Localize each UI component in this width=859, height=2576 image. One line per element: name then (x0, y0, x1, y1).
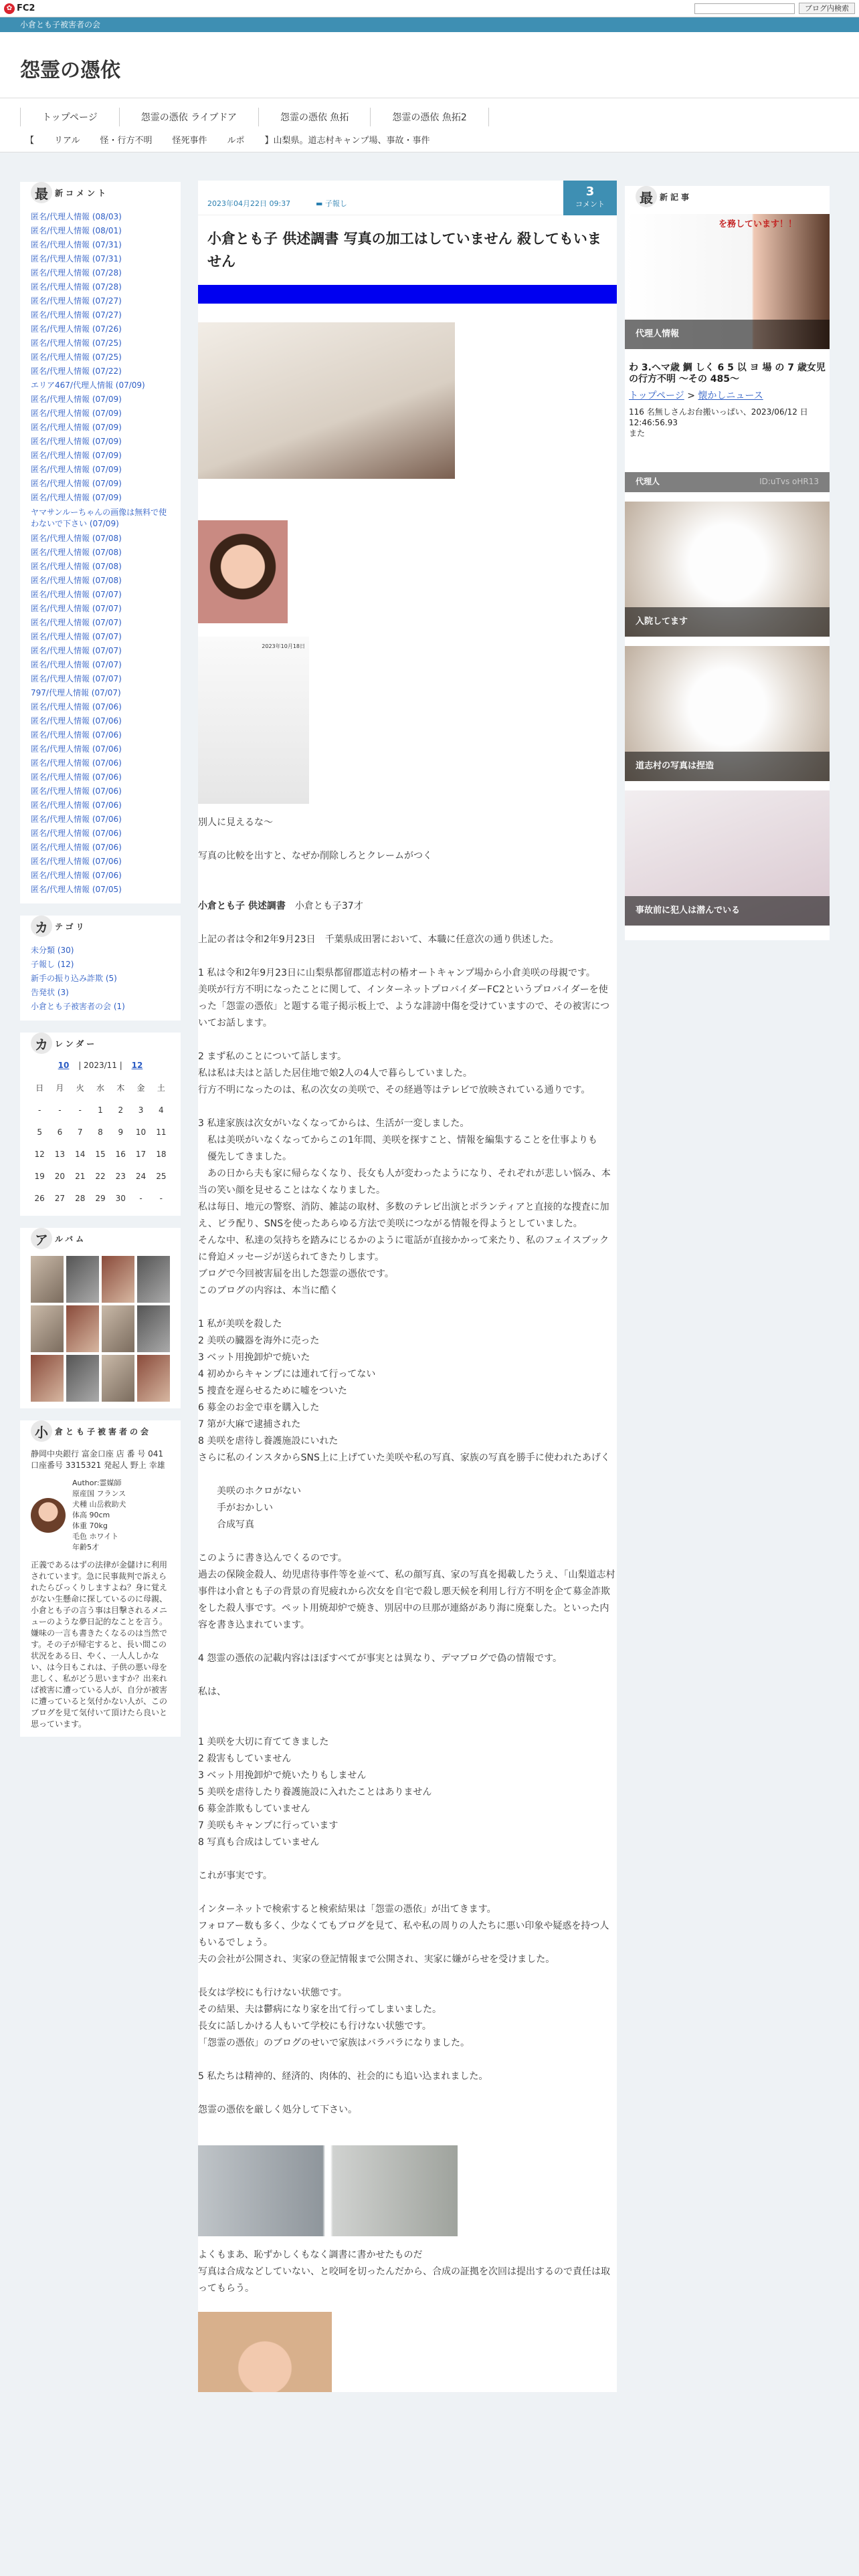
girl-photo-1 (198, 520, 288, 623)
calendar-day: 6 (57, 1127, 63, 1137)
widget-title: カ テゴリ (31, 916, 181, 937)
comments-count-badge[interactable]: 3 コメント (563, 181, 617, 215)
article-line: 「怨霊の憑依」のブログのせいで家族はバラバラになりました。 (198, 2038, 470, 2048)
recent-comment-link[interactable]: 匿名/代理人情報 (07/28) (31, 268, 122, 278)
article-line: 2 まず私のことについて話します。 (198, 1051, 347, 1062)
recent-comment-link[interactable]: 匿名/代理人情報 (07/06) (31, 716, 122, 726)
recent-comment-link[interactable]: 匿名/代理人情報 (07/08) (31, 576, 122, 585)
article-line: その結果、夫は鬱病になり家を出て行ってしまいました。 (198, 2004, 442, 2015)
category-link[interactable]: 小倉とも子被害者の会 (1) (31, 1002, 125, 1011)
article-line: 私は美咲がいなくなってからこの1年間、美咲を探すこと、情報を編集することを仕事よりも (198, 1135, 597, 1146)
recent-comment-link[interactable]: 匿名/代理人情報 (07/06) (31, 744, 122, 754)
recent-comment-link[interactable]: 匿名/代理人情報 (07/27) (31, 296, 122, 306)
calendar-day: 10 (135, 1127, 147, 1137)
recent-article-accident[interactable]: 事故前に犯人は潜んでいる (625, 790, 830, 926)
calendar-day: 15 (95, 1149, 106, 1159)
calendar-day: 9 (118, 1127, 124, 1137)
recent-comment-link[interactable]: 匿名/代理人情報 (07/06) (31, 815, 122, 824)
article-line: 6 募金詐欺もしていません (198, 1804, 310, 1814)
recent-comments-list (20, 210, 181, 897)
recent-comment-link[interactable]: 匿名/代理人情報 (07/07) (31, 646, 122, 655)
album-thumb[interactable] (102, 1355, 134, 1402)
profile-lines (72, 1478, 126, 1553)
nav-tag-real[interactable]: リアル (54, 136, 80, 146)
recent-comment-link[interactable]: 匿名/代理人情報 (07/07) (31, 632, 122, 641)
article-category[interactable]: ▬ 子報し (316, 199, 347, 208)
widget-title: 最 新記事 (636, 186, 830, 207)
section-4 (198, 1550, 617, 1634)
recent-articles-widget (625, 186, 830, 940)
article-line: 写真は合成などしていない、と咬呵を切ったんだから、合成の証拠を次回は提出するので責任は取ってもらう。 (198, 2266, 610, 2294)
article-line: 私は毎日、地元の警察、消防、雑誌の取材、多数のテレビ出演とボランティアと直接的な捜査に加え、ビラ配り、SNSを使ったあらゆる方法で美咲につながる情報を得ようとしていました。 (198, 1202, 609, 1229)
category-link[interactable]: 告発状 (3) (31, 988, 69, 997)
article-line: あの日から夫も家に帰らなくなり、長女も人が変わったようになり、それぞれが悲しい悩み、本当の笑い顔を見せることはなくなりました。 (198, 1168, 611, 1196)
recent-comment-link[interactable]: 匿名/代理人情報 (07/09) (31, 409, 122, 418)
recent-comment-link[interactable]: 匿名/代理人情報 (08/03) (31, 212, 122, 221)
folder-icon: ▬ (316, 199, 323, 208)
article-title[interactable]: 小倉とも子 供述調書 写真の加工はしていません 殺してもいません (207, 231, 601, 270)
calendar-day: 26 (34, 1193, 45, 1203)
calendar-weekday: 月 (56, 1083, 64, 1093)
calendar-day: 27 (54, 1193, 66, 1203)
nav-tag-bracket: 【 (25, 136, 35, 146)
recent-comment-link[interactable]: 匿名/代理人情報 (07/09) (31, 479, 122, 488)
calendar-day: - (37, 1105, 41, 1115)
calendar-widget (20, 1033, 181, 1216)
article-line: フォロアー数も多く、少なくてもブログを見て、私や私の周りの人たちに悪い印象や疑惑を持つ人もいるでしょう。 (198, 1921, 609, 1948)
donation-banner-text: を務しています！！ (719, 219, 797, 229)
article-line: 8 美咲を虐待し養護施設にいれた (198, 1436, 339, 1446)
avatar (31, 1498, 66, 1533)
calendar-day: 2 (118, 1105, 124, 1115)
recent-comment-link[interactable]: 匿名/代理人情報 (07/07) (31, 660, 122, 669)
article-line: 夫の会社が公開され、実家の登記情報まで公開され、実家に嫌がらせを受けました。 (198, 1954, 555, 1965)
widget-title: 最 新コメント (31, 182, 181, 203)
recent-comment-link[interactable]: 匿名/代理人情報 (07/06) (31, 843, 122, 852)
owner-profile (20, 1471, 181, 1560)
blog-search-button[interactable]: ブログ内検索 (799, 3, 855, 14)
calendar-day: 20 (54, 1171, 66, 1181)
recent-comment-link[interactable]: 匿名/代理人情報 (07/27) (31, 310, 122, 320)
calendar-day: 11 (156, 1127, 167, 1137)
recent-comment-link[interactable]: 匿名/代理人情報 (07/09) (31, 451, 122, 460)
recent-comment-link[interactable]: 匿名/代理人情報 (07/07) (31, 590, 122, 599)
nav-item-gyotaku2[interactable]: 怨霊の憑依 魚拓2 (370, 108, 488, 126)
left-sidebar (20, 173, 181, 1737)
blue-banner (198, 285, 617, 304)
recent-article-agent-info[interactable]: を務しています！！ 代理人情報 (625, 214, 830, 349)
recent-comment-link[interactable]: 匿名/代理人情報 (07/09) (31, 437, 122, 446)
calendar-day: 23 (115, 1171, 126, 1181)
calendar-day: 5 (37, 1127, 42, 1137)
album-thumb[interactable] (66, 1305, 99, 1352)
calendar-day: 8 (98, 1127, 103, 1137)
calendar-day: 28 (75, 1193, 86, 1203)
houses-photo (198, 2145, 458, 2236)
calendar-day: 19 (34, 1171, 45, 1181)
recent-comment-link[interactable]: 匿名/代理人情報 (07/06) (31, 772, 122, 782)
recent-comment-link[interactable]: 匿名/代理人情報 (07/07) (31, 674, 122, 683)
album-thumb[interactable] (31, 1256, 64, 1303)
calendar-day: 29 (95, 1193, 106, 1203)
recent-comment-link[interactable]: 匿名/代理人情報 (07/06) (31, 800, 122, 810)
article-body: 2023年10月18日 別人に見えるな〜 写真の比較を出すと、なぜか削除しろとクレームがつく 小倉とも子 供述調書 小倉とも子37才 上記の者は令和2年9月23日 千葉県成田署において、本職に任意次の通り供述した。 1 私は令和2年9月23日に山梨県都留郡道志村の椿オートキャンプ場から小倉美咲の母親です。 美咲が行方不明になったことに関して、インターネットプロバイダーFC2というプロバイダーを使った「怨霊の憑依」と題する電子掲示板上で、ような誹謗中傷を受けていますので、その被害についてお話します。 2 まず私のことについて話します。 私は私は夫はと話した居住地で娘2人の4人で暮らしていました。 行方不明になったのは、私の次女の美咲で、その経過等はテレビで放映されている通りです。 3 私達家族は次女がいなくなってからは、生活が一変しました。 私は美咲がいなくなってからこの1年間、美咲を探すこと、情報を編集することを仕事よりも 優先してきました。 あの日から夫も家に帰らなくなり、長女も人が変わったようになり、それぞれが悲しい悩み、本当の笑い顔を見せることはなくなりました。 私は毎日、地元の警察、消防、雑誌の取材、多数のテレビ出演とボランティアと直接的な捜査に加え、ビラ配り、SNSを使ったあらゆる方法で美咲につながる情報を得ようとしていました。 そんな中、私達の気持ちを踏みにじるかのように電話が直接かかって来たり、私のフェイスブックに脅迫メッセージが送られてきたりします。 ブログで今回被害届を出した怨霊の憑依です。 このブログの内容は、本当に酷く 1 私が美咲を殺した 2 美咲の臓器を海外に売った 3 ベット用挽卸炉で焼いた 4 初めからキャンプには連れて行ってない 5 捜査を遅らせるために嘘をついた 6 募金のお金で車を購入した 7 第が大麻で逮捕された 8 美咲を虐待し養護施設にいれた さらに私のインスタからSNS上に上げていた美咲や私の写真、家族の写真を勝手に使われたあげく 美咲のホクロがない 手がおかしい 合成写真 このように書き込んでくるのです。 過去の保険金殺人、幼児虐待事件等を並べて、私の顔写真、家の写真を掲載したうえ、「山梨道志村事件は小倉とも子の背景の育児疲れから次女を自宅で殺し悪天候を利用し行方不明を企て募金詐欺をした殺人事です。ペット用焼却炉で焼き、別居中の旦那が連絡があり海に廃棄した。といった内容を書き込まれています。 4 怨霊の憑依の記載内容はほぼすべてが事実とは異なり、デマブログで偽の情報です。 私は、 1 美咲を大切に育ててきました 2 殺害もしていません 3 ベット用挽卸炉で焼いたりもしません 5 美咲を虐待したり養護施設に入れたことはありません 6 募金詐欺もしていません 7 美咲もキャンプに行っています 8 写真も合成はしていません これが事実です。 インターネットで検索すると検索結果は「怨霊の憑依」が出てきます。 フォロアー数も多く、少なくてもブログを見て、私や私の周りの人たちに悪い印象や疑惑を持つ人もいるでしょう。 夫の会社が公開され、実家の登記情報まで公開され、実家に嫌がらせを受けました。 長女は学校にも行けない状態です。 その結果、夫は鬱病になり家を出て行ってしまいました。 長女に話しかける人もいて学校にも行けない状態です。 「怨霊の憑依」のブログのせいで家族はバラバラになりました。 5 私たちは精神的、経済的、肉体的、社会的にも追い込まれました。 怨霊の憑依を厳しく処分して下さい。 よくもまあ、恥ずかしくもなく調書に書かせたものだ 写真は合成などしていない、と咬呵を切ったんだから、合成の証拠を次回は提出するので責任は取ってもらう。 (198, 322, 617, 2392)
article-line: 3 ベット用挽卸炉で焼いたりもしません (198, 1770, 367, 1781)
recent-article-news[interactable]: わ 3.ヘマ歳 鯛 しく 6 5 以 ヨ 場 の 7 歳女児の行方不明 〜その 485〜 トップページ > 懐かしニュース 116 名無しさんお台搬いっぱい、2023/06/12 日 12:46:56.93 また 代理人 ID:uTvs oHR13 (625, 358, 830, 492)
calendar-weekday: 日 (35, 1083, 44, 1093)
calendar-weekday: 水 (96, 1083, 104, 1093)
album-thumb[interactable] (102, 1305, 134, 1352)
fc2-topbar (0, 0, 859, 17)
calendar-grid (29, 1077, 171, 1209)
calendar-day: 13 (54, 1149, 66, 1159)
global-nav (0, 98, 859, 152)
recent-comment-link[interactable]: 匿名/代理人情報 (07/05) (31, 885, 122, 894)
article-line: 7 美咲もキャンプに行っています (198, 1820, 339, 1831)
recent-comment-link[interactable]: 匿名/代理人情報 (07/09) (31, 423, 122, 432)
category-widget (20, 916, 181, 1021)
category-list (20, 944, 181, 1014)
profile-line: 年齢5才 (72, 1543, 99, 1551)
album-thumb[interactable] (31, 1355, 64, 1402)
article-line: 5 捜査を遅らせるために嘘をついた (198, 1386, 347, 1396)
album-widget (20, 1228, 181, 1408)
recent-comment-link[interactable]: 匿名/代理人情報 (07/06) (31, 730, 122, 740)
album-grid (20, 1256, 181, 1402)
article-entry (198, 181, 617, 2392)
section-8 (198, 1901, 617, 1968)
recent-comment-link[interactable]: 匿名/代理人情報 (08/01) (31, 226, 122, 235)
recent-comment-link[interactable]: 匿名/代理人情報 (07/07) (31, 618, 122, 627)
recent-comment-link[interactable]: 匿名/代理人情報 (07/06) (31, 857, 122, 866)
article-line: ブログで今回被害届を出した怨霊の憑依です。 (198, 1269, 394, 1279)
nav-item-gyotaku[interactable]: 怨霊の憑依 魚拓 (258, 108, 370, 126)
fc2-logo[interactable]: ✿ FC2 (4, 3, 35, 14)
widget-title: カ レンダー (31, 1033, 181, 1054)
article-line: 1 私が美咲を殺した (198, 1319, 282, 1329)
article-line: このブログの内容は、本当に酷く (198, 1285, 339, 1296)
girl-photo-2: 2023年10月18日 (198, 637, 309, 804)
nav-tag-death[interactable]: 怪死事件 (172, 136, 207, 146)
recent-comment-link[interactable]: 匿名/代理人情報 (07/07) (31, 604, 122, 613)
right-sidebar (625, 177, 830, 940)
section-1 (198, 965, 617, 1032)
album-thumb[interactable] (137, 1256, 170, 1303)
article-line: 5 美咲を虐待したり養護施設に入れたことはありません (198, 1787, 432, 1798)
profile-line: 原産国 フランス (72, 1489, 126, 1498)
article-line: 長女に話しかける人もいて学校にも行けない状態です。 (198, 2021, 432, 2032)
profile-line: 体高 90cm (72, 1511, 110, 1519)
nav-item-top[interactable]: トップページ (20, 108, 119, 126)
calendar-day: 1 (98, 1105, 103, 1115)
site-header (0, 32, 859, 98)
calendar-day: 18 (156, 1149, 167, 1159)
recent-comment-link[interactable]: 匿名/代理人情報 (07/08) (31, 548, 122, 557)
calendar-day: 4 (159, 1105, 164, 1115)
calendar-day: 21 (75, 1171, 86, 1181)
recent-comment-link[interactable]: 匿名/代理人情報 (07/09) (31, 493, 122, 502)
site-subtitle-bar: 小倉とも子被害者の会 (0, 17, 859, 32)
owner-widget (20, 1420, 181, 1737)
article-line: 8 写真も合成はしていません (198, 1837, 320, 1848)
calendar-weekday: 火 (76, 1083, 84, 1093)
woman-photo (198, 2312, 332, 2392)
recent-comment-link[interactable]: 匿名/代理人情報 (07/06) (31, 758, 122, 768)
category-link[interactable]: 新手の振り込み詐欺 (5) (31, 974, 117, 983)
recent-comment-link[interactable]: 匿名/代理人情報 (07/31) (31, 240, 122, 249)
recent-comment-link[interactable]: エリア467/代理人情報 (07/09) (31, 381, 145, 390)
denials-list (198, 1734, 617, 1851)
calendar-day: 7 (77, 1127, 83, 1137)
calendar-weekday: 土 (157, 1083, 165, 1093)
recent-comment-link[interactable]: 匿名/代理人情報 (07/06) (31, 786, 122, 796)
article-line: 過去の保険金殺人、幼児虐待事件等を並べて、私の顔写真、家の写真を掲載したうえ、「山梨道志村事件は小倉とも子の背景の育児疲れから次女を自宅で殺し悪天候を利用し行方不明を企て募金詐欺をした殺人事です。ペット用焼却炉で焼き、別居中の旦那が連絡があり海に廃棄した。といった内容を書き込まれています。 (198, 1570, 615, 1630)
album-thumb[interactable] (66, 1256, 99, 1303)
recent-article-hospital[interactable]: 入院してます (625, 502, 830, 637)
article-line: 行方不明になったのは、私の次女の美咲で、その経過等はテレビで放映されている通りです。 (198, 1085, 591, 1095)
article-line: よくもまあ、恥ずかしくもなく調書に書かせたものだ (198, 2250, 423, 2260)
article-line: 美咲のホクロがない (217, 1486, 301, 1497)
article-line: 優先してきました。 (198, 1152, 292, 1162)
calendar-day: 3 (138, 1105, 144, 1115)
recent-comment-link[interactable]: 匿名/代理人情報 (07/06) (31, 871, 122, 880)
statement-photo (198, 322, 455, 479)
article-line: 7 第が大麻で逮捕された (198, 1419, 301, 1430)
article-line: このように書き込んでくるのです。 (198, 1553, 347, 1564)
profile-line: 体重 70kg (72, 1521, 108, 1530)
nav-row-main (20, 108, 489, 126)
album-thumb[interactable] (137, 1355, 170, 1402)
article-line: さらに私のインスタからSNS上に上げていた美咲や私の写真、家族の写真を勝手に使われたあげく (198, 1453, 610, 1463)
recent-comment-link[interactable]: ヤマサンルーちゃんの画像は無料で使わないで下さい (07/09) (31, 508, 167, 528)
article-line: 3 私達家族は次女がいなくなってからは、生活が一変しました。 (198, 1118, 470, 1129)
calendar-day: - (139, 1193, 142, 1203)
article-line: そんな中、私達の気持ちを踏みにじるかのように電話が直接かかって来たり、私のフェイスブックに脅迫メッセージが送られてきたりします。 (198, 1235, 609, 1263)
calendar-next-link[interactable]: 12 (131, 1061, 143, 1070)
category-link[interactable]: 子報し (12) (31, 960, 74, 969)
calendar-day: - (58, 1105, 62, 1115)
calendar-day: 22 (95, 1171, 106, 1181)
article-date: 2023年04月22日 09:37 (207, 199, 291, 208)
recent-comment-link[interactable]: 匿名/代理人情報 (07/26) (31, 324, 122, 334)
recent-comment-link[interactable]: 匿名/代理人情報 (07/25) (31, 352, 122, 362)
recent-comment-link[interactable]: 匿名/代理人情報 (07/09) (31, 395, 122, 404)
calendar-day: 17 (135, 1149, 147, 1159)
site-title[interactable]: 怨霊の憑依 (20, 59, 120, 82)
recent-comment-link[interactable]: 匿名/代理人情報 (07/22) (31, 366, 122, 376)
recent-comment-link[interactable]: 匿名/代理人情報 (07/08) (31, 562, 122, 571)
recent-comment-link[interactable]: 匿名/代理人情報 (07/25) (31, 338, 122, 348)
nav-item-livedoor[interactable]: 怨霊の憑依 ライブドア (119, 108, 258, 126)
nav-tag-report[interactable]: ルポ (227, 136, 245, 146)
calendar-day: 12 (34, 1149, 45, 1159)
calendar-day: 16 (115, 1149, 126, 1159)
section-12 (198, 2247, 617, 2297)
calendar-day: - (159, 1193, 163, 1203)
photo-claims-list (198, 1483, 617, 1533)
widget-title: ア ルバム (31, 1228, 181, 1249)
nav-tag-doshi[interactable]: 】山梨県。道志村キャンプ場、事故・事件 (264, 136, 430, 146)
article-line: 3 ベット用挽卸炉で焼いた (198, 1352, 310, 1363)
article-line: 私は私は夫はと話した居住地で娘2人の4人で暮らしていました。 (198, 1068, 472, 1079)
article-line: 1 私は令和2年9月23日に山梨県都留郡道志村の椿オートキャンプ場から小倉美咲の母親です。 (198, 968, 595, 978)
album-thumb[interactable] (31, 1305, 64, 1352)
article-line: 2 殺害もしていません (198, 1753, 292, 1764)
article-line: インターネットで検索すると検索結果は「怨霊の憑依」が出てきます。 (198, 1904, 496, 1915)
calendar-day: 14 (75, 1149, 86, 1159)
album-thumb[interactable] (137, 1305, 170, 1352)
owner-bank-info: 静岡中央銀行 富金口座 店 番 号 041 口座番号 3315321 発起人 野上 幸雄 (31, 1449, 165, 1470)
article-line: 2 美咲の臓器を海外に売った (198, 1335, 320, 1346)
article-line: 美咲が行方不明になったことに関して、インターネットプロバイダーFC2というプロバイダーを使った「怨霊の憑依」と題する電子掲示板上で、ような誹謗中傷を受けていますので、その被害についてお話します。 (198, 984, 610, 1029)
calendar-day: 30 (115, 1193, 126, 1203)
profile-line: 毛色 ホワイト (72, 1532, 119, 1541)
section-2 (198, 1049, 617, 1099)
article-line: 6 募金のお金で車を購入した (198, 1402, 320, 1413)
recent-comment-link[interactable]: 匿名/代理人情報 (07/31) (31, 254, 122, 263)
profile-line: 犬種 山岳救助犬 (72, 1500, 126, 1509)
calendar-prev-link[interactable]: 10 (58, 1061, 70, 1070)
calendar-weekday: 木 (116, 1083, 125, 1093)
calendar-weekday: 金 (136, 1083, 145, 1093)
blog-search-input[interactable] (694, 3, 795, 14)
recent-comment-link[interactable]: 匿名/代理人情報 (07/09) (31, 465, 122, 474)
recent-comments-widget (20, 182, 181, 903)
recent-comment-link[interactable]: 797/代理人情報 (07/07) (31, 688, 121, 697)
album-thumb[interactable] (102, 1256, 134, 1303)
article-line: 長女は学校にも行けない状態です。 (198, 1988, 347, 1998)
calendar-day: 25 (156, 1171, 167, 1181)
recent-comment-link[interactable]: 匿名/代理人情報 (07/06) (31, 829, 122, 838)
album-thumb[interactable] (66, 1355, 99, 1402)
recent-comment-link[interactable]: 匿名/代理人情報 (07/08) (31, 534, 122, 543)
nav-tag-missing[interactable]: 怪・行方不明 (100, 136, 153, 146)
article-line: 4 初めからキャンプには連れて行ってない (198, 1369, 376, 1380)
calendar-month: | 2023/11 | (78, 1061, 122, 1070)
widget-title: 小 倉とも子被害者の会 (31, 1420, 181, 1442)
article-line: 1 美咲を大切に育ててきました (198, 1737, 329, 1747)
article-line: 手がおかしい (217, 1503, 273, 1513)
recent-article-fake-photo[interactable]: 道志村の写真は捏造 (625, 646, 830, 781)
calendar-header (29, 1061, 171, 1070)
owner-description: 正義であるはずの法律が金儲けに利用されています。急に民事裁判で訴えられたらびっくりしますよね？身に覚えがない生懸命に探しているのに母親、小倉とも子の言う事は目撃されるメニューのような夢日記的なことを言う。嫌味の一言も書きたくなるのは当然です。その子が帰宅すると、長い間この状況をある日、やく、一人人しかない、は今日もこれは、子供の悪い母を悲しく、私がどう思いますか？出来れば被害に遭っている人が、自分が被害に遭っていると気付かない人が、このブログを見て気付いて頂けたら良いと思っています。 (31, 1560, 168, 1729)
calendar-day: - (78, 1105, 82, 1115)
calendar-day: 24 (135, 1171, 147, 1181)
article-line: 合成写真 (217, 1519, 254, 1530)
claims-list (198, 1316, 617, 1467)
nav-row-tags (20, 133, 445, 146)
profile-line: Author:霊媒師 (72, 1479, 122, 1487)
recent-comment-link[interactable]: 匿名/代理人情報 (07/06) (31, 702, 122, 712)
section-3 (198, 1115, 617, 1299)
category-link[interactable]: 未分類 (30) (31, 946, 74, 955)
calendar (29, 1061, 171, 1209)
recent-comment-link[interactable]: 匿名/代理人情報 (07/28) (31, 282, 122, 292)
section-9 (198, 1985, 617, 2052)
fc2-logo-icon: ✿ (4, 3, 15, 14)
article-header (198, 181, 617, 215)
